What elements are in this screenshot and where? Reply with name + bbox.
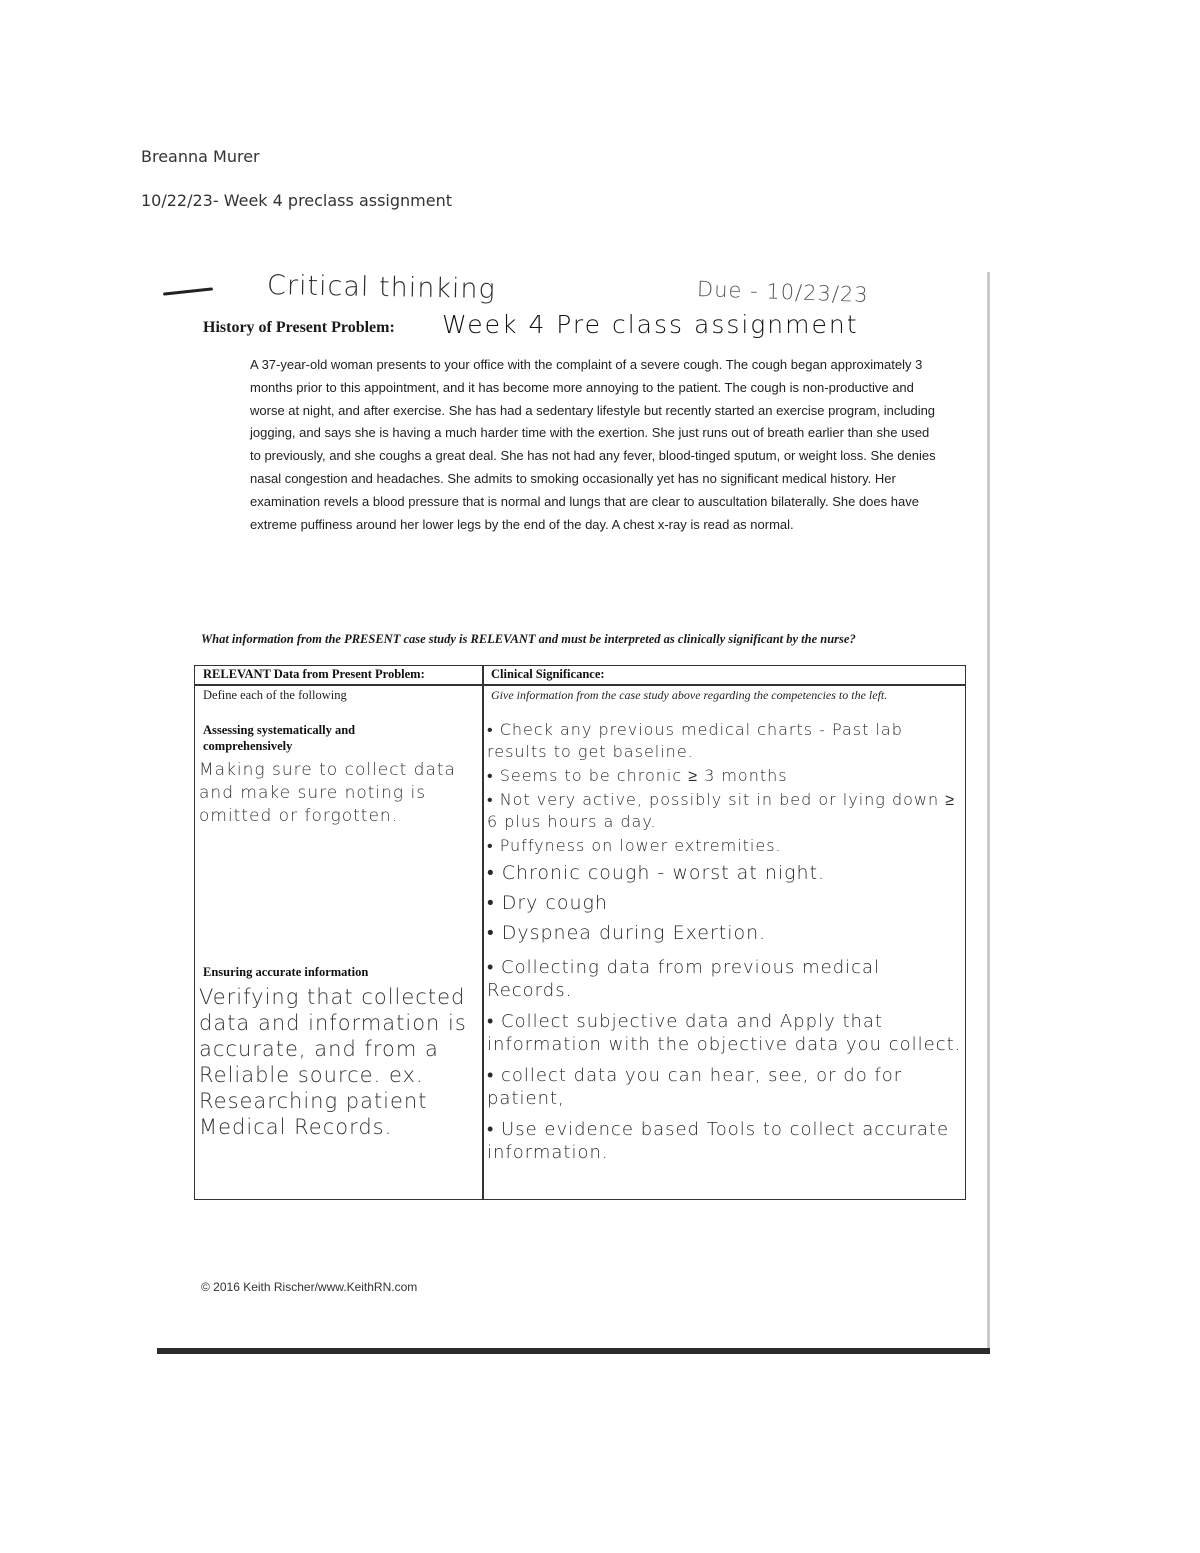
list-item: • Not very active, possibly sit in bed or lying down ≥ 6 plus hours a day. <box>487 790 956 831</box>
header-divider <box>195 684 965 686</box>
list-item: • Collecting data from previous medical Records. <box>487 957 881 1001</box>
column-header-relevant-data: RELEVANT Data from Present Problem: <box>203 667 425 681</box>
column-header-clinical-significance: Clinical Significance: <box>491 667 605 681</box>
history-label: History of Present Problem: <box>203 319 395 336</box>
clinical-notes-assessing <box>487 719 962 949</box>
right-instruction: Give information from the case study above regarding the competencies to the left. <box>491 688 888 702</box>
copyright-notice: © 2016 Keith Rischer/www.KeithRN.com <box>201 1280 418 1294</box>
list-item: • Chronic cough - worst at night. <box>487 862 826 884</box>
column-divider <box>482 666 484 1199</box>
scan-edge-right <box>987 272 990 1354</box>
scan-edge-bottom <box>157 1348 990 1354</box>
handwritten-definition-assessing: Making sure to collect data and make sure noting is omitted or forgotten. <box>199 760 456 826</box>
list-item: • Puffyness on lower extremities. <box>487 836 782 855</box>
list-item: • Collect subjective data and Apply that information with the objective data you collect. <box>487 1011 962 1055</box>
relevance-question: What information from the PRESENT case study is RELEVANT and must be interpreted as clinically significant by the nurse? <box>201 632 856 646</box>
pen-mark <box>163 287 213 295</box>
section-label-ensuring: Ensuring accurate information <box>203 965 369 979</box>
handwritten-title: Critical thinking <box>266 270 497 305</box>
handwritten-subtitle: Week 4 Pre class assignment <box>442 310 859 339</box>
list-item: • Check any previous medical charts - Past lab results to get baseline. <box>487 720 903 761</box>
scanned-worksheet <box>157 272 990 1354</box>
list-item: • Dry cough <box>487 892 608 914</box>
relevant-data-table <box>194 665 966 1200</box>
list-item: • Seems to be chronic ≥ 3 months <box>487 766 788 785</box>
list-item: • collect data you can hear, see, or do for patient, <box>487 1065 903 1109</box>
case-study-paragraph: A 37-year-old woman presents to your office with the complaint of a severe cough. The cough began approximately 3 months prior to this appointment, and it has become more annoying to the patient. The cough is non-productive and worse at night, and after exercise. She has had a sedentary lifestyle but recently started an exercise program, including jogging, and says she is having a much harder time with the exertion. She just runs out of breath earlier than she used to previously, and she coughs a great deal. She has not had any fever, blood-tinged sputum, or weight loss. She denies nasal congestion and headaches. She admits to smoking occasionally yet has no significant medical history. Her examination revels a blood pressure that is normal and lungs that are clear to auscultation bilaterally. She does have extreme puffiness around her lower legs by the end of the day. A chest x-ray is read as normal. <box>250 357 936 532</box>
section-label-assessing: Assessing systematically and comprehensively <box>203 723 356 753</box>
left-instruction: Define each of the following <box>203 688 347 702</box>
clinical-notes-ensuring <box>487 956 962 1172</box>
assignment-date-line: 10/22/23- Week 4 preclass assignment <box>141 191 452 210</box>
list-item: • Use evidence based Tools to collect accurate information. <box>487 1119 950 1163</box>
list-item: • Dyspnea during Exertion. <box>487 922 767 944</box>
handwritten-definition-ensuring: Verifying that collected data and information is accurate, and from a Reliable source. ex. Researching patient Medical Records. <box>199 985 467 1139</box>
handwritten-due-date: Due - 10/23/23 <box>696 277 870 307</box>
author-name: Breanna Murer <box>141 147 260 166</box>
